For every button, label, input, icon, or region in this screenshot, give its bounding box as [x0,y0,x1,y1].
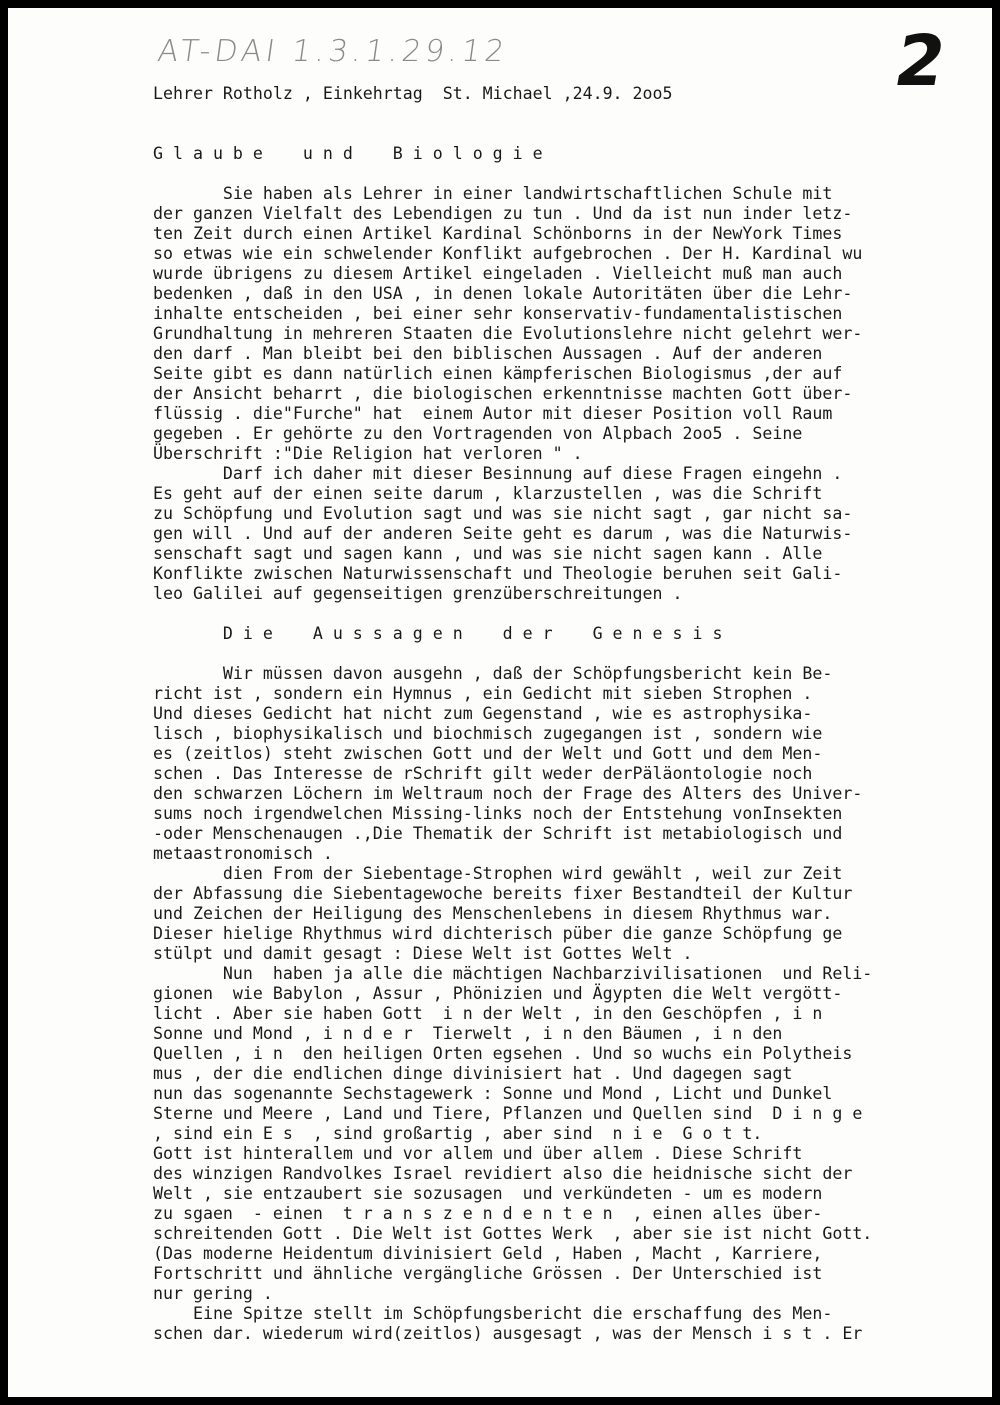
text-line: schreitenden Gott . Die Welt ist Gottes Werk , aber sie ist nicht Gott. [153,1224,873,1243]
text-line: Überschrift :"Die Religion hat verloren " . [153,444,583,463]
text-line: Darf ich daher mit dieser Besinnung auf diese Fragen eingehn . [153,464,843,483]
text-line: G l a u b e u n d B i o l o g i e [153,144,543,163]
typewritten-text-body [153,84,992,1344]
text-line: der Ansicht beharrt , die biologischen erkenntnisse machten Gott über- [153,384,853,403]
text-line: Konflikte zwischen Naturwissenschaft und Theologie beruhen seit Gali- [153,564,843,583]
archive-id-handwritten: AT-DAI 1.3.1.29.12 [155,34,511,69]
text-line: Nun haben ja alle die mächtigen Nachbarzivilisationen und Reli- [153,964,873,983]
text-line: flüssig . die"Furche" hat einem Autor mit dieser Position voll Raum [153,404,833,423]
text-line: , sind ein E s , sind großartig , aber sind n i e G o t t. [153,1124,763,1143]
text-line: den darf . Man bleibt bei den biblischen Aussagen . Auf der anderen [153,344,823,363]
text-line [153,164,992,184]
text-line: mus , der die endlichen dinge divinisiert hat . Und dagegen sagt [153,1064,793,1083]
text-line: Quellen , i n den heiligen Orten egsehen . Und so wuchs ein Polytheis [153,1044,853,1063]
text-line: gen will . Und auf der anderen Seite geht es darum , was die Naturwis- [153,524,853,543]
text-line: stülpt und damit gesagt : Diese Welt ist Gottes Welt . [153,944,693,963]
text-line: des winzigen Randvolkes Israel revidiert also die heidnische sicht der [153,1164,853,1183]
text-line: Sonne und Mond , i n d e r Tierwelt , i n den Bäumen , i n den [153,1024,783,1043]
document-page [8,8,992,1397]
text-line: schen dar. wiederum wird(zeitlos) ausgesagt , was der Mensch i s t . Er [153,1324,863,1343]
text-line [153,124,992,144]
text-line: zu sgaen - einen t r a n s z e n d e n t e n , einen alles über- [153,1204,823,1223]
text-line: wurde übrigens zu diesem Artikel eingeladen . Vielleicht muß man auch [153,264,843,283]
text-line: nur gering . [153,1284,273,1303]
text-line: Es geht auf der einen seite darum , klarzustellen , was die Schrift [153,484,823,503]
text-line: so etwas wie ein schwelender Konflikt aufgebrochen . Der H. Kardinal wu [153,244,863,263]
text-line: Und dieses Gedicht hat nicht zum Gegenstand , wie es astrophysika- [153,704,813,723]
page-number-handwritten: 2 [888,20,952,102]
text-line: Lehrer Rotholz , Einkehrtag St. Michael ,24.9. 2oo5 [153,84,673,103]
text-line: Welt , sie entzaubert sie sozusagen und verkündeten - um es modern [153,1184,823,1203]
text-line: gionen wie Babylon , Assur , Phönizien und Ägypten die Welt vergött- [153,984,843,1003]
text-line: Fortschritt und ähnliche vergängliche Grössen . Der Unterschied ist [153,1264,823,1283]
text-line [153,104,992,124]
text-line: den schwarzen Löchern im Weltraum noch der Frage des Alters des Univer- [153,784,863,803]
text-line: Wir müssen davon ausgehn , daß der Schöpfungsbericht kein Be- [153,664,833,683]
text-line: der ganzen Vielfalt des Lebendigen zu tun . Und da ist nun inder letz- [153,204,853,223]
text-line: schen . Das Interesse de rSchrift gilt weder derPäläontologie noch [153,764,813,783]
text-line: Dieser hielige Rhythmus wird dichterisch püber die ganze Schöpfung ge [153,924,843,943]
text-line: licht . Aber sie haben Gott i n der Welt , in den Geschöpfen , i n [153,1004,823,1023]
text-line: metaastronomisch . [153,844,333,863]
text-line: zu Schöpfung und Evolution sagt und was sie nicht sagt , gar nicht sa- [153,504,853,523]
text-line: inhalte entscheiden , bei einer sehr konservativ-fundamentalistischen [153,304,843,323]
text-line: und Zeichen der Heiligung des Menschenlebens in diesem Rhythmus war. [153,904,833,923]
text-line: bedenken , daß in den USA , in denen lokale Autoritäten über die Lehr- [153,284,853,303]
text-line [153,604,992,624]
text-line: nun das sogenannte Sechstagewerk : Sonne und Mond , Licht und Dunkel [153,1084,833,1103]
text-line: es (zeitlos) steht zwischen Gott und der Welt und Gott und dem Men- [153,744,823,763]
text-line: leo Galilei auf gegenseitigen grenzüberschreitungen . [153,584,683,603]
text-line: richt ist , sondern ein Hymnus , ein Gedicht mit sieben Strophen . [153,684,813,703]
text-line: -oder Menschenaugen .,Die Thematik der Schrift ist metabiologisch und [153,824,843,843]
text-line: senschaft sagt und sagen kann , und was sie nicht sagen kann . Alle [153,544,823,563]
text-line: D i e A u s s a g e n d e r G e n e s i s [153,624,723,643]
text-line: Sterne und Meere , Land und Tiere, Pflanzen und Quellen sind D i n g e [153,1104,863,1123]
text-line: Grundhaltung in mehreren Staaten die Evolutionslehre nicht gelehrt wer- [153,324,863,343]
text-line: sums noch irgendwelchen Missing-links noch der Entstehung vonInsekten [153,804,843,823]
text-line: Eine Spitze stellt im Schöpfungsbericht die erschaffung des Men- [153,1304,833,1323]
text-line: dien From der Siebentage-Strophen wird gewählt , weil zur Zeit [153,864,843,883]
text-line: (Das moderne Heidentum divinisiert Geld , Haben , Macht , Karriere, [153,1244,823,1263]
text-line: Sie haben als Lehrer in einer landwirtschaftlichen Schule mit [153,184,833,203]
text-line [153,644,992,664]
text-line: der Abfassung die Siebentagewoche bereits fixer Bestandteil der Kultur [153,884,853,903]
text-line: lisch , biophysikalisch und biochmisch zugegangen ist , sondern wie [153,724,823,743]
text-line: ten Zeit durch einen Artikel Kardinal Schönborns in der NewYork Times [153,224,843,243]
text-line: Seite gibt es dann natürlich einen kämpferischen Biologismus ,der auf [153,364,843,383]
text-line: gegeben . Er gehörte zu den Vortragenden von Alpbach 2oo5 . Seine [153,424,803,443]
text-line: Gott ist hinterallem und vor allem und über allem . Diese Schrift [153,1144,803,1163]
